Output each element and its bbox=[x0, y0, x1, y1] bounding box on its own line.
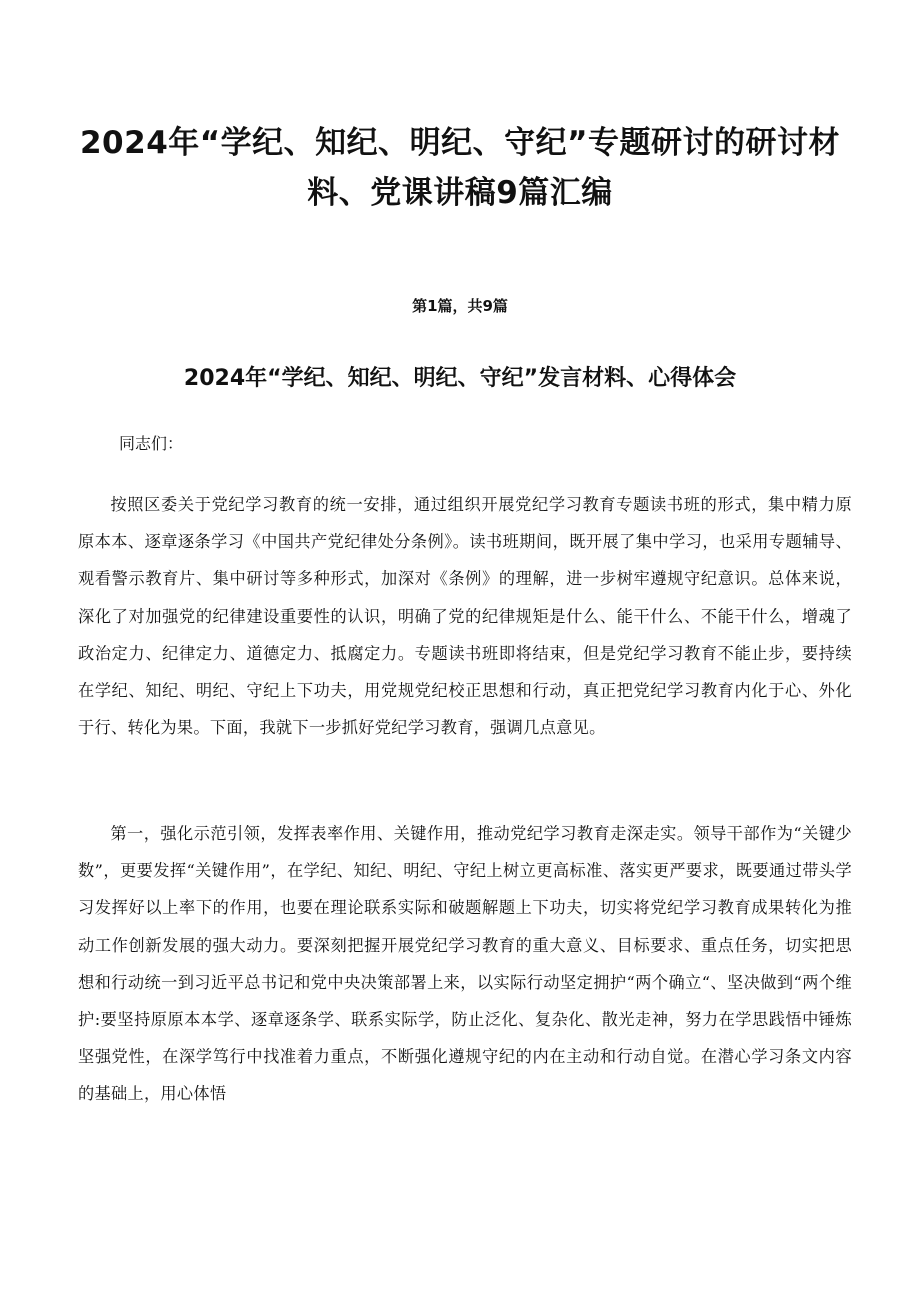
part-indicator: 第1篇，共9篇 bbox=[412, 297, 508, 315]
body-paragraph: 按照区委关于党纪学习教育的统一安排，通过组织开展党纪学习教育专题读书班的形式，集中精力原原本本、逐章逐条学习《中国共产党纪律处分条例》。读书班期间，既开展了集中学习，也采用专题辅导、观看警示教育片、集中研讨等多种形式，加深对《条例》的理解，进一步树牢遵规守纪意识。总体来说，深化了对加强党的纪律建设重要性的认识，明确了党的纪律规矩是什么、能干什么、不能干什么，增魂了政治定力、纪律定力、道德定力、抵腐定力。专题读书班即将结束，但是党纪学习教育不能止步，要持续在学纪、知纪、明纪、守纪上下功夫，用党规党纪校正思想和行动，真正把党纪学习教育内化于心、外化于行、转化为果。下面，我就下一步抓好党纪学习教育，强调几点意见。 bbox=[78, 495, 852, 738]
salutation: 同志们： bbox=[119, 434, 184, 453]
body-paragraph: 第一，强化示范引领，发挥表率作用、关键作用，推动党纪学习教育走深走实。领导干部作为“关键少数”，更要发挥“关键作用”，在学纪、知纪、明纪、守纪上树立更高标准、落实更严要求，既要通过带头学习发挥好以上率下的作用，也要在理论联系实际和破题解题上下功夫，切实将党纪学习教育成果转化为推动工作创新发展的强大动力。要深刻把握开展党纪学习教育的重大意义、目标要求、重点任务，切实把思想和行动统一到习近平总书记和党中央决策部署上来，以实际行动坚定拥护“两个确立“、坚决做到“两个维护:要坚持原原本本学、逐章逐条学、联系实际学，防止泛化、复杂化、散光走神，努力在学思践悟中锤炼坚强党性，在深学笃行中找准着力重点，不断强化遵规守纪的内在主动和行动自觉。在潜心学习条文内容的基础上，用心体悟 bbox=[78, 824, 852, 1104]
section-title: 2024年“学纪、知纪、明纪、守纪”发言材料、心得体会 bbox=[183, 366, 737, 391]
document-title: 2024年“学纪、知纪、明纪、守纪”专题研讨的研讨材料、党课讲稿9篇汇编 bbox=[79, 125, 841, 211]
